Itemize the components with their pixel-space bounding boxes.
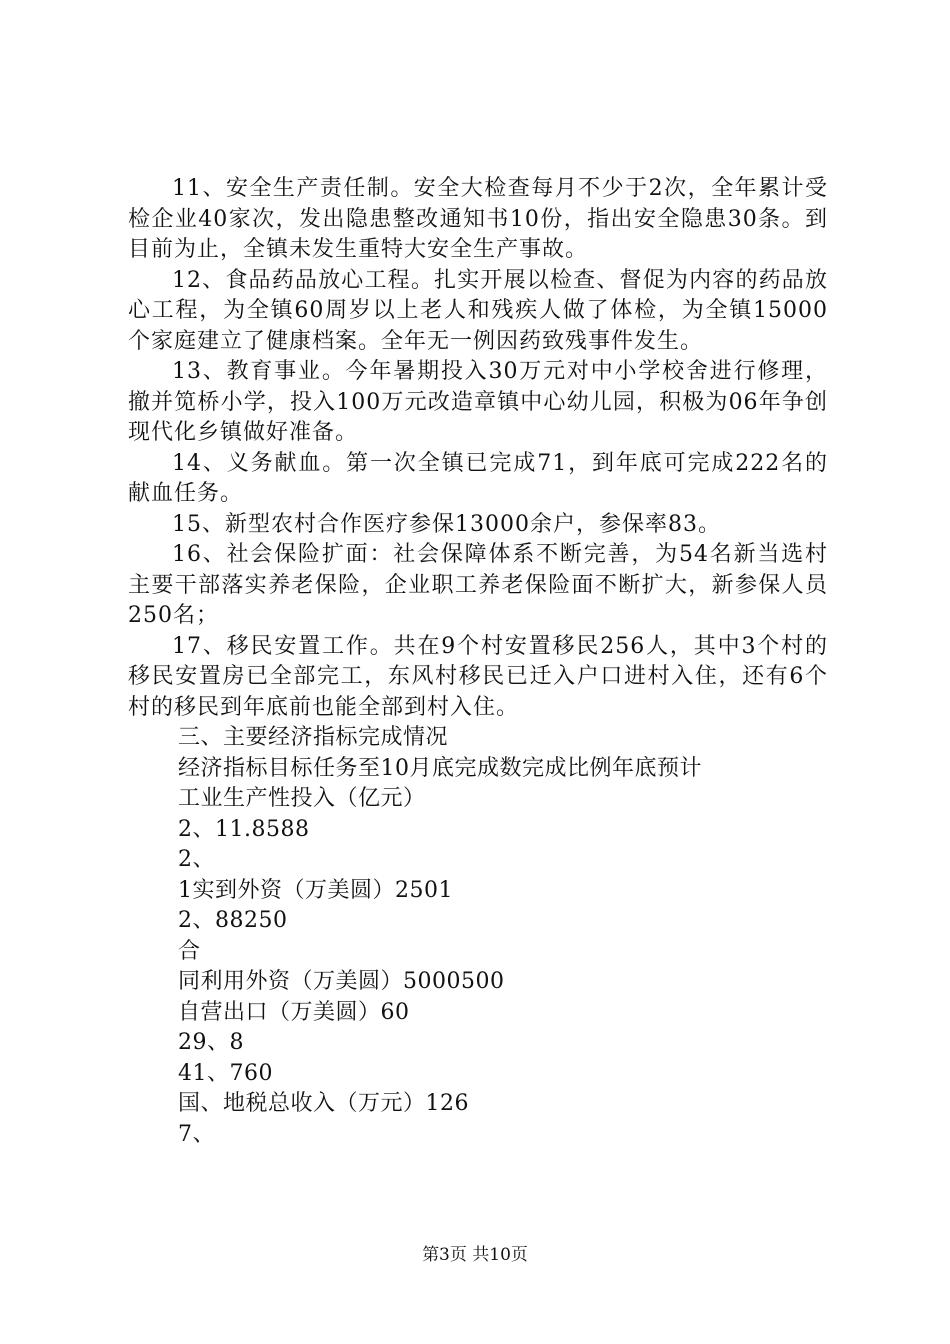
paragraph-13: 13、教育事业。今年暑期投入30万元对中小学校舍进行修理，撤并笕桥小学，投入100万元改造章镇中心幼儿园，积极为06年争创现代化乡镇做好准备。: [128, 359, 828, 445]
table-header-line: 经济指标目标任务至10月底完成数完成比例年底预计: [178, 755, 702, 781]
paragraph-14: 14、义务献血。第一次全镇已完成71，到年底可完成222名的献血任务。: [128, 450, 828, 506]
paragraph-17: 17、移民安置工作。共在9个村安置移民256人，其中3个村的移民安置房已全部完工，东风村移民已迁入户口进村入住，还有6个村的移民到年底前也能全部到村入住。: [128, 633, 828, 720]
section-heading: 三、主要经济指标完成情况: [178, 725, 449, 750]
indicator-line: 29、8: [178, 1030, 244, 1055]
paragraph-16: 16、社会保险扩面：社会保障体系不断完善，为54名新当选村主要干部落实养老保险，企业职工养老保险面不断扩大，新参保人员250名；: [128, 542, 828, 628]
indicator-line: 合: [178, 938, 201, 964]
page-footer: 第3页 共10页: [422, 1245, 528, 1265]
indicator-line: 2、: [178, 847, 215, 872]
indicator-line: 1实到外资（万美圆）2501: [178, 877, 453, 903]
indicator-line: 7、: [178, 1121, 215, 1147]
indicator-line: 国、地税总收入（万元）126: [178, 1091, 469, 1116]
indicator-line: 自营出口（万美圆）60: [178, 999, 410, 1025]
paragraph-15: 15、新型农村合作医疗参保13000余户，参保率83。: [172, 511, 721, 537]
document-body: [128, 174, 828, 1150]
paragraph-12: 12、食品药品放心工程。扎实开展以检查、督促为内容的药品放心工程，为全镇60周岁以上老人和残疾人做了体检，为全镇15000个家庭建立了健康档案。全年无一例因药致残事件发生。: [128, 267, 828, 354]
indicator-line: 工业生产性投入（亿元）: [178, 786, 426, 811]
indicator-line: 2、88250: [178, 908, 288, 933]
indicator-line: 41、760: [178, 1060, 273, 1086]
indicator-line: 同利用外资（万美圆）5000500: [178, 969, 505, 994]
indicator-line: 2、11.8588: [178, 816, 310, 842]
paragraph-11: 11、安全生产责任制。安全大检查每月不少于2次，全年累计受检企业40家次，发出隐患整改通知书10份，指出安全隐患30条。到目前为止，全镇未发生重特大安全生产事故。: [128, 176, 828, 262]
